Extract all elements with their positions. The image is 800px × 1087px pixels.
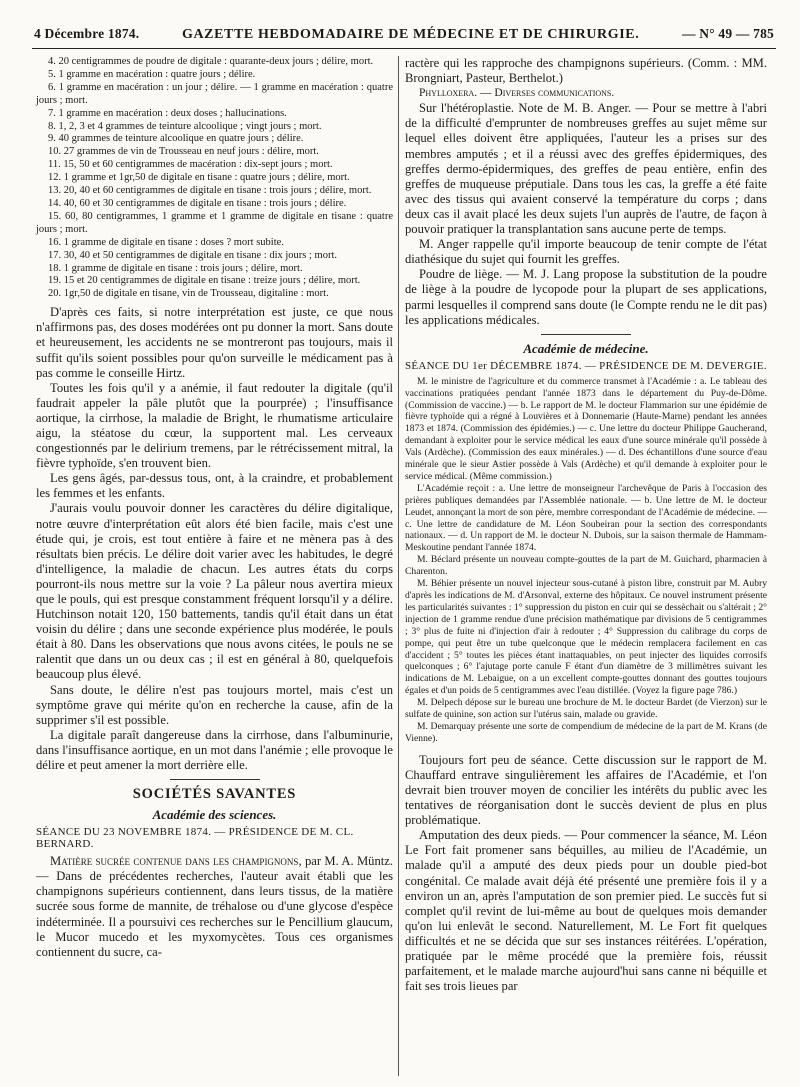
paragraph: Toutes les fois qu'il y a anémie, il faut redouter la digitale (qu'il faudrait appeler la pâle plutôt que la pourprée) ; l'insuffisance aortique, la cirrhose, la maladie de Bright, le rhumatisme articulaire aigu, la stéatose du cœur, la supportent mal. Les cerveaux congestionnés par le delirium tremens, par le rétrécissement mitral, la fièvre typhoïde, s'en trouvent bien.: [36, 380, 393, 471]
small-paragraph: M. le ministre de l'agriculture et du commerce transmet à l'Académie : a. Le tableau des vaccinations pratiquées pendant l'année 1873 dans le département du Puy-de-Dôme. (Commission de vaccine.) — b. Le rapport de M. le docteur Flammarion sur une épidémie de fièvre typhoïde qui a régné à Louvières et à Donnemarie (Haute-Marne) pendant les années 1873 et 1874. (Commission des épidémies.) — c. Une lettre du docteur Philippe Gaucherand, demandant à exploiter pour le service médical les eaux d'une source minérale qu'il possède à Vals (Ardèche). (Commission des eaux minérales.) — d. Des échantillons d'une source d'eau minérale que le sieur Astier possède à Vals (Ardèche) et qu'il demande à exploiter pour le service médical. (Même commission.): [405, 375, 767, 482]
header-title: GAZETTE HEBDOMADAIRE DE MÉDECINE ET DE CHIRURGIE.: [181, 27, 640, 42]
paragraph: D'après ces faits, si notre interprétation est juste, ce que nous n'affirmons pas, des doses modérées ont pu donner la mort. Sans doute et heureusement, les accidents ne se montreront pas toujours, mais il suffit qu'ils soient possibles pour qu'on surveille le médicament pas à pas comme le conseille Hirtz.: [36, 305, 393, 380]
header-date: 4 Décembre 1874.: [34, 26, 140, 41]
discussion-text: [36, 305, 393, 773]
header-number: — N° 49 — 785: [682, 26, 774, 41]
page-header: [34, 26, 774, 48]
article-text: par M. A. Müntz. — Dans de précédentes recherches, l'auteur avait établi que les champignons supérieurs contiennent, dans leurs tissus, de la matière sucrée sous forme de mannite, de tréhalose ou d'une glycose d'espèce indéterminée. Il a poursuivi ces recherches sur le Pencillium glaucum, le Mucor mucedo et les myxomycètes. Tous ces organismes contiennent du sucre, ca-: [36, 854, 393, 959]
paragraph: Les gens âgés, par-dessus tous, ont, à la craindre, et probablement les femmes et les enfants.: [36, 471, 393, 501]
seance-sciences: SÉANCE DU 23 NOVEMBRE 1874. — PRÉSIDENCE DE M. CL. BERNARD.: [36, 826, 354, 851]
paragraph: Sans doute, le délire n'est pas toujours mortel, mais c'est un symptôme grave qui mérite qu'on en recherche la cause, afin de la supprimer s'il est possible.: [36, 682, 393, 727]
paragraph: Poudre de liège. — M. J. Lang propose la substitution de la poudre de liège à la poudre de lycopode pour la plupart de ses applications, parmi lesquelles il comprend sans doute (le Compte rendu ne le dit pas) les applications médicales.: [405, 267, 767, 327]
paragraph: La digitale paraît dangereuse dans la cirrhose, dans l'albuminurie, dans l'insuffisance aortique, en un mot dans l'anémie ; elle provoque le délire et peut amener la mort derrière elle.: [36, 727, 393, 773]
paragraph: Phylloxera. — Diverses communications.: [419, 87, 615, 100]
paragraph: Toujours fort peu de séance. Cette discussion sur le rapport de M. Chauffard entrave singulièrement les affaires de l'Académie, et l'on devrait bien trouver moyen de concilier les intérêts du public avec les tentatives de réorganisation dont le succès devient de plus en plus problématique.: [405, 752, 767, 828]
section-divider: [541, 334, 631, 335]
observation-item: 20. 1gr,50 de digitale en tisane, vin de Trousseau, digitaline : mort.: [48, 288, 329, 300]
small-paragraph: M. Béhier présente un nouvel injecteur sous-cutané à piston libre, construit par M. Aubry d'après les indications de M. d'Arsonval, externe des hôpitaux. Ce nouvel instrument présente les particularités suivantes : 1° suppression du piston en cuir qui se dessèchait ou s'altérait ; 2° injection de 1 gramme rendue d'une précision mathématique par divisions de 5 centigrammes ; 3° plus de fuite ni d'injection d'air à redouter ; 4° Suppression du calibrage du corps de pompe, qui peut être un tube quelconque que le médecin remplacera facilement en cas d'accident ; 5° toutes les pièces étant inattaquables, on peut injecter des liquides corrosifs quelconques ; 6° l'ajutage porte canule F étant d'un diamètre de 3 millimètres suivant les indications de M. Lebaigue, on a un excellent compte-gouttes donnant des gouttes toujours égales et d'un poids de 5 centigrammes avec l'eau distillée. (Voyez la figure page 786.): [405, 578, 767, 697]
seance-report: [405, 753, 767, 995]
observation-item: 11. 15, 50 et 60 centigrammes de macération : dix-sept jours ; mort.: [48, 159, 333, 171]
small-paragraph: M. Delpech dépose sur le bureau une brochure de M. le docteur Bardet (de Vierzon) sur le sulfate de quinine, son action sur l'utérus sain, malade ou gravide.: [405, 697, 767, 721]
paragraph: M. Anger rappelle qu'il importe beaucoup de tenir compte de l'état diathésique du sujet qui fournit les greffes.: [405, 237, 767, 267]
observation-item: 5. 1 gramme en macération : quatre jours ; délire.: [48, 68, 256, 80]
academie-sciences-title: Académie des sciences.: [152, 807, 277, 823]
matiere-sucree-article: [36, 854, 393, 960]
paragraph: Sur l'hétéroplastie. Note de M. B. Anger. — Pour se mettre à l'abri de la difficulté d'emprunter de nombreuses greffes au sujet même sur lequel elles doivent être appliquées, l'auteur les a prises sur des membres amputés ; et il a réussi avec des greffes épidermiques, des greffes dermo-épidermiques, des greffes de peau entière, enfin des greffes de muqueuse préputiale. Dans tous les cas, la greffe a été faite avec des tissus qui avaient conservé la température du corps ; dans deux cas il avait placé les deux sujets l'un auprès de l'autre, de façon à pouvoir pratiquer la transplantation sans aucune perte de temps.: [405, 101, 767, 237]
observation-item: 13. 20, 40 et 60 centigrammes de digitale en tisane : trois jours ; délire, mort.: [48, 185, 372, 197]
observation-item: 19. 15 et 20 centigrammes de digitale en tisane : treize jours ; délire, mort.: [48, 275, 361, 287]
observation-item: 8. 1, 2, 3 et 4 grammes de teinture alcoolique ; vingt jours ; mort.: [48, 120, 322, 132]
observation-item: 4. 20 centigrammes de poudre de digitale : quarante-deux jours ; délire, mort.: [48, 56, 374, 67]
observation-item: 14. 40, 60 et 30 centigrammes de digitale en tisane : trois jours ; délire.: [48, 197, 347, 209]
left-column: [36, 56, 393, 960]
column-separator: [398, 56, 399, 1076]
observation-item: 17. 30, 40 et 50 centigrammes de digitale en tisane : dix jours ; mort.: [48, 249, 337, 261]
observation-item: 16. 1 gramme de digitale en tisane : doses ? mort subite.: [48, 236, 284, 248]
sciences-continued: [405, 56, 767, 328]
section-title-societes: SOCIÉTÉS SAVANTES: [132, 786, 297, 803]
section-divider: [170, 779, 260, 780]
observation-item: 15. 60, 80 centigrammes, 1 gramme et 1 gramme de digitale en tisane : quatre jours ; mort.: [36, 210, 393, 235]
observation-item: 6. 1 gramme en macération : un jour ; délire. — 1 gramme en macération : quatre jours ; mort.: [36, 81, 393, 106]
small-paragraph: L'Académie reçoit : a. Une lettre de monseigneur l'archevêque de Paris à l'occasion des prières publiques demandées par l'Assemblée nationale. — b. Une lettre de M. le docteur Leudet, annonçant la mort de son père, membre correspondant de l'Académie de médecine. — c. Une lettre de candidature de M. Léon Soubeiran pour la section des correspondants nationaux. — d. Un rapport de M. le docteur N. Dubois, sur la saison thermale de Hammam-Meskoutine pendant l'année 1874.: [405, 482, 767, 554]
observation-item: 12. 1 gramme et 1gr,50 de digitale en tisane : quatre jours ; délire, mort.: [48, 172, 350, 184]
header-rule: [32, 48, 776, 49]
article-heading: Matière sucrée contenue dans les champignons,: [50, 854, 302, 869]
paragraph: ractère qui les rapproche des champignons supérieurs. (Comm. : MM. Brongniart, Pasteur, Berthelot.): [405, 56, 767, 86]
paragraph: Amputation des deux pieds. — Pour commencer la séance, M. Léon Le Fort fait promener sans béquilles, au milieu de l'Académie, un malade qu'il a amputé des deux pieds pour un double pied-bot congénital. Ce malade avait déjà été présenté une première fois il y a environ un an, après l'amputation de son premier pied. Le succès fut si complet qu'il revint de lui-même au bout de quelques mois demander qu'on lui enlevât le second. Naturellement, M. Le Fort fit quelques difficultés et ne se décida que sur ses instances réitérées. L'opération, pratiquée par le même procédé que la première fois, réussit parfaitement, et le malade marche aujourd'hui sans canne ni béquille et fait ses trois lieues par: [405, 828, 767, 994]
small-paragraph: M. Béclard présente un nouveau compte-gouttes de la part de M. Guichard, pharmacien à Charenton.: [405, 554, 767, 578]
academie-medecine-title: Académie de médecine.: [523, 340, 649, 356]
right-column: [405, 56, 767, 994]
observation-item: 7. 1 gramme en macération : deux doses ; hallucinations.: [48, 107, 287, 119]
small-paragraph: M. Demarquay présente une sorte de compendium de médecine de la part de M. Krans (de Vienne).: [405, 720, 767, 744]
observation-item: 18. 1 gramme de digitale en tisane : trois jours ; délire, mort.: [48, 262, 303, 274]
paragraph: J'aurais voulu pouvoir donner les caractères du délire digitalique, notre œuvre d'interprétation eût alors été bien facile, mais c'est une étude qui, je crois, est tout entière à faire et ne mènera pas à des résultats bien précis. Le délire doit varier avec les habitudes, le degré d'intelligence, la maladie de chacun. Les autres états du corps pourront-ils nous mettre sur la voie ? La pâleur nous avertira mieux que le pouls, qui est presque constamment fréquent lorsqu'il y a délire. Hutchinson notait 120, 150 battements, tandis qu'il était dans un état voisin du délire ; dans une seconde expérience plus modérée, le pouls était à 80. Dans les observations que nous avons citées, le pouls ne se ralentit que dans un ou deux cas ; il est en général à 80, quelquefois beaucoup plus élevé.: [36, 501, 393, 682]
observation-item: 10. 27 grammes de vin de Trousseau en neuf jours : délire, mort.: [48, 146, 319, 158]
observation-item: 9. 40 grammes de teinture alcoolique en quatre jours ; délire.: [48, 133, 304, 145]
correspondence-section: [405, 376, 767, 745]
seance-medecine: SÉANCE DU 1er DÉCEMBRE 1874. — PRÉSIDENCE DE M. DEVERGIE.: [405, 359, 767, 372]
observation-list: [36, 56, 393, 301]
